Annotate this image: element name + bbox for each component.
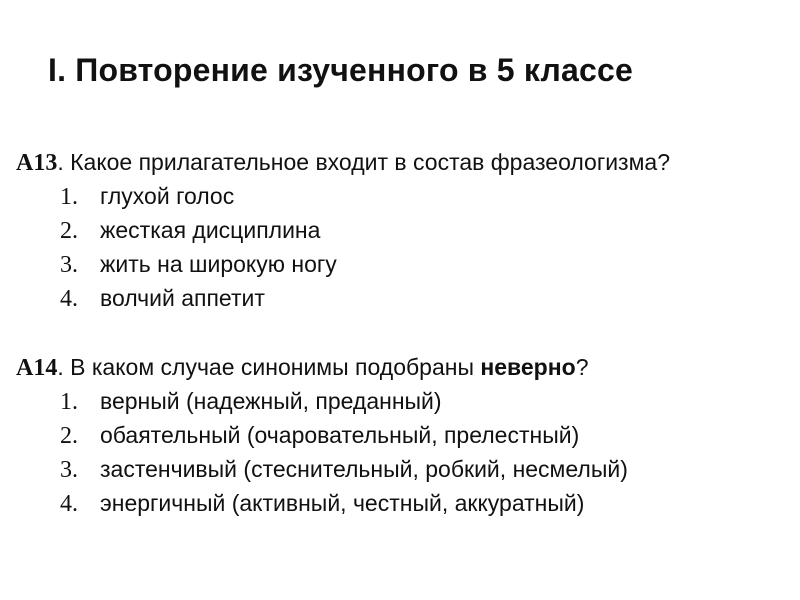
option-number: 2. xyxy=(60,218,78,244)
option-number: 2. xyxy=(60,423,78,449)
option-text: жить на широкую ногу xyxy=(100,251,337,277)
answer-option-3[interactable] xyxy=(16,452,786,486)
answer-option-2[interactable] xyxy=(16,213,786,247)
question-a13 xyxy=(16,145,786,315)
question-text xyxy=(16,145,786,179)
option-text: энергичный (активный, честный, аккуратный) xyxy=(100,490,585,516)
question-a14 xyxy=(16,350,786,520)
question-prompt-end: ? xyxy=(575,354,589,380)
option-text: волчий аппетит xyxy=(100,285,265,311)
page-title: I. Повторение изученного в 5 классе xyxy=(48,52,633,88)
answer-option-1[interactable] xyxy=(16,179,786,213)
option-number: 1. xyxy=(60,389,78,415)
answer-option-1[interactable] xyxy=(16,384,786,418)
answer-option-4[interactable] xyxy=(16,281,786,315)
option-text: верный (надежный, преданный) xyxy=(100,388,442,414)
option-number: 3. xyxy=(60,457,78,483)
answer-option-2[interactable] xyxy=(16,418,786,452)
option-text: глухой голос xyxy=(100,183,235,209)
answer-option-4[interactable] xyxy=(16,486,786,520)
option-number: 3. xyxy=(60,252,78,278)
option-number: 4. xyxy=(60,491,78,517)
option-number: 4. xyxy=(60,286,78,312)
question-number: А13 xyxy=(16,150,58,176)
question-prompt: . Какое прилагательное входит в состав фразеологизма? xyxy=(57,149,670,175)
question-text xyxy=(16,350,786,384)
option-text: обаятельный (очаровательный, прелестный) xyxy=(100,422,580,448)
question-number: А14 xyxy=(16,355,58,381)
question-emphasis: неверно xyxy=(480,354,576,380)
question-prompt: . В каком случае синонимы подобраны xyxy=(57,354,481,380)
option-text: застенчивый (стеснительный, робкий, несмелый) xyxy=(100,456,628,482)
answer-option-3[interactable] xyxy=(16,247,786,281)
option-text: жесткая дисциплина xyxy=(100,217,321,243)
option-number: 1. xyxy=(60,184,78,210)
